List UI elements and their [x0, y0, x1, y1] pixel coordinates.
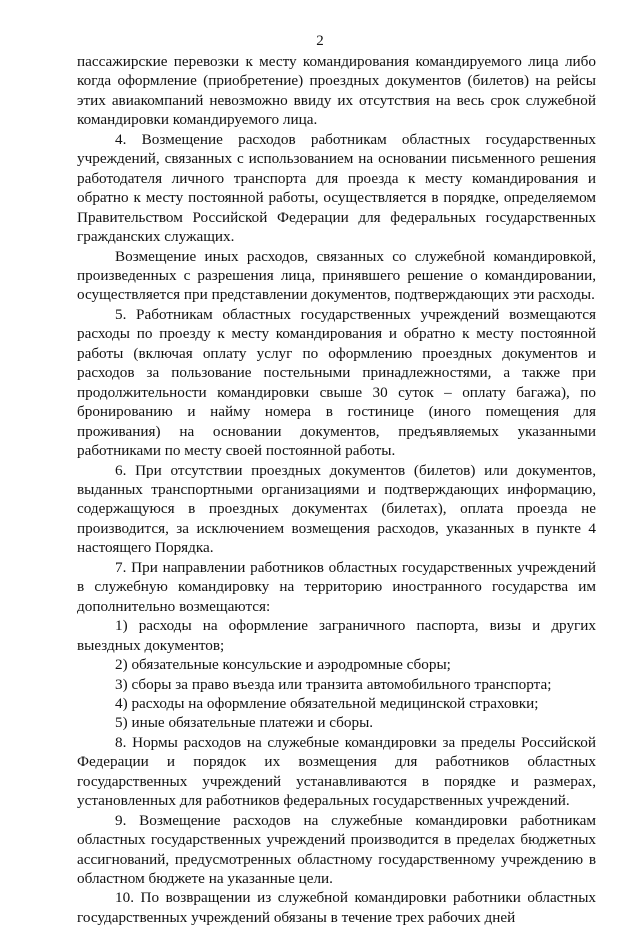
paragraph-item-4: 4. Возмещение расходов работникам областных государственных учреждений, связанных с использованием на основании письменного решения работодателя личного транспорта для проезда к месту командирования и обратно к месту постоянной работы, осуществляется в порядке, определяемом Правительством Российской Федерации для федеральных государственных гражданских служащих.: [77, 130, 596, 246]
list-item-7-4: 4) расходы на оформление обязательной медицинской страховки;: [115, 694, 539, 712]
paragraph-item-7: 7. При направлении работников областных государственных учреждений в служебную командировку на территорию иностранного государства им дополнительно возмещаются:: [77, 558, 596, 615]
paragraph-other-expenses: Возмещение иных расходов, связанных со служебной командировкой, произведенных с разрешения лица, принявшего решение о командировании, осуществляется при представлении документов, подтверждающих эти расходы.: [77, 247, 596, 304]
list-item-7-3: 3) сборы за право въезда или транзита автомобильного транспорта;: [115, 675, 552, 693]
paragraph-item-8: 8. Нормы расходов на служебные командировки за пределы Российской Федерации и порядок их возмещения для работников областных государственных учреждений устанавливаются в порядке и размерах, установленных для работников федеральных государственных учреждений.: [77, 733, 596, 810]
paragraph-item-5: 5. Работникам областных государственных учреждений возмещаются расходы по проезду к месту командирования и обратно к месту постоянной работы (включая оплату услуг по оформлению проездных документов и расходов за пользование постельными принадлежностями, а также при продолжительности командировки свыше 30 суток – оплату багажа), по бронированию и найму номера в гостинице (иного помещения для проживания) на основании документов, предъявляемых указанными работниками по месту своей постоянной работы.: [77, 305, 596, 460]
paragraph-continuation: пассажирские перевозки к месту командирования командируемого лица либо когда оформление (приобретение) проездных документов (билетов) на рейсы этих авиакомпаний невозможно ввиду их отсутствия на весь срок служебной командировки командируемого лица.: [77, 53, 596, 129]
paragraph-item-9: 9. Возмещение расходов на служебные командировки работникам областных государственных учреждений производится в пределах бюджетных ассигнований, предусмотренных областному государственному учреждению в областном бюджете на указанные цели.: [77, 811, 596, 888]
paragraph-item-10: 10. По возвращении из служебной командировки работники областных государственных учреждений обязаны в течение трех рабочих дней: [77, 889, 596, 926]
paragraph-item-6: 6. При отсутствии проездных документов (билетов) или документов, выданных транспортными организациями и подтверждающих информацию, содержащуюся в проездных документах (билетах), оплата проезда не производится, за исключением возмещения расходов, указанных в пункте 4 настоящего Порядка.: [77, 461, 596, 557]
list-item-7-2: 2) обязательные консульские и аэродромные сборы;: [115, 656, 451, 674]
document-body: [77, 52, 596, 927]
page-number: 2: [316, 33, 324, 49]
list-item-7-1: 1) расходы на оформление заграничного паспорта, визы и других выездных документов;: [77, 617, 596, 654]
list-item-7-5: 5) иные обязательные платежи и сборы.: [115, 714, 374, 732]
